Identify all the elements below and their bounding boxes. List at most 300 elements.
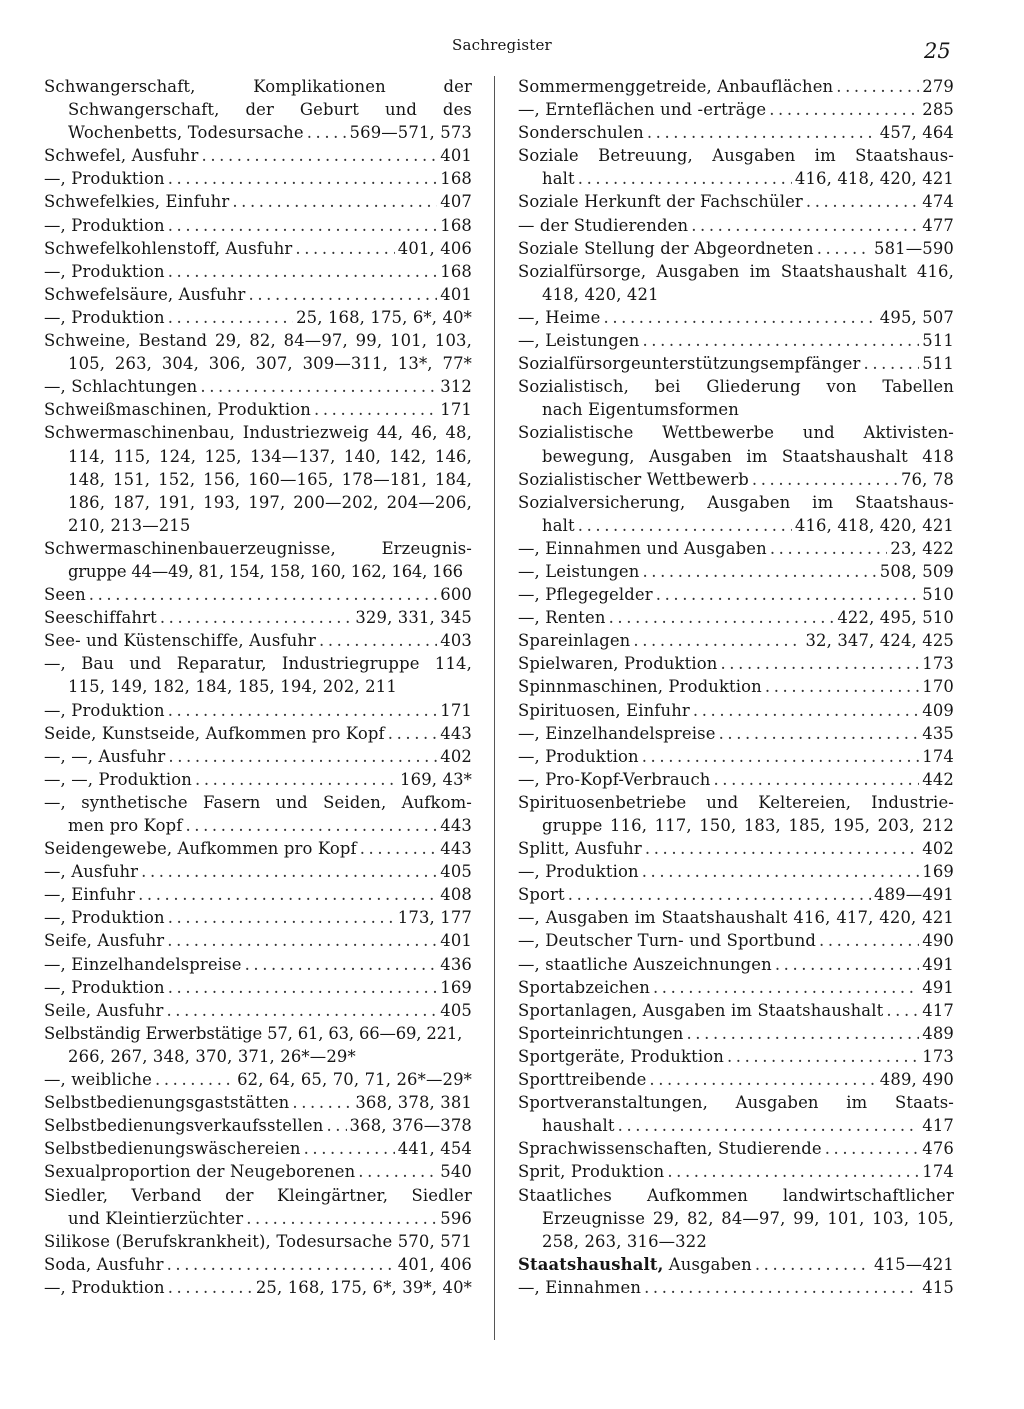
dot-leader	[167, 929, 437, 952]
page-reference: 474	[922, 192, 954, 212]
index-entry-line	[518, 1068, 954, 1091]
index-term: Sporttreibende	[518, 1070, 647, 1090]
page-reference: 569—571, 573	[349, 123, 472, 143]
index-term: Sozialistischer Wettbewerb	[518, 469, 749, 489]
page-reference: 489, 490	[879, 1070, 954, 1090]
page-reference: 457, 464	[879, 123, 954, 143]
index-entry-line	[518, 745, 954, 768]
index-entry	[44, 837, 472, 860]
index-entry-line	[518, 837, 954, 860]
index-term: —, Produktion	[44, 908, 165, 928]
dot-leader	[647, 121, 877, 144]
index-term: Seide, Kunstseide, Aufkommen pro Kopf	[44, 723, 385, 743]
index-entry	[518, 144, 954, 190]
dot-leader	[89, 583, 437, 606]
index-entry	[518, 860, 954, 883]
index-text: 105, 263, 304, 306, 307, 309—311, 13*, 77*	[68, 354, 472, 374]
dot-leader	[644, 1276, 919, 1299]
dot-leader	[167, 1253, 395, 1276]
index-entry	[44, 606, 472, 629]
index-entry-line	[44, 1045, 472, 1068]
index-term: Spinnmaschinen, Produktion	[518, 677, 762, 697]
index-entry	[518, 791, 954, 837]
index-term: —, Einnahmen und Ausgaben	[518, 538, 767, 558]
index-term: —, Einzelhandelspreise	[518, 723, 716, 743]
index-text: Schwangerschaft, der Geburt und des	[68, 100, 472, 120]
page-reference: 312	[440, 377, 472, 397]
dot-leader	[806, 190, 919, 213]
index-entry	[518, 1137, 954, 1160]
index-entry-line	[518, 352, 954, 375]
index-entry	[518, 537, 954, 560]
index-term: Sexualproportion der Neugeborenen	[44, 1162, 356, 1182]
index-entry	[518, 745, 954, 768]
index-term: Spirituosen, Einfuhr	[518, 700, 690, 720]
page-reference: 402	[440, 746, 472, 766]
dot-leader	[314, 398, 437, 421]
page-reference: 401	[440, 146, 472, 166]
page-reference: 401, 406	[397, 1254, 472, 1274]
index-term: —, Leistungen	[518, 331, 640, 351]
page-reference: 169, 43*	[400, 769, 472, 789]
index-entry-line	[44, 329, 472, 352]
index-term: —, staatliche Auszeichnungen	[518, 954, 772, 974]
index-entry-line	[44, 606, 472, 629]
index-entry-line	[518, 906, 954, 929]
index-entry-line	[44, 190, 472, 213]
page-reference: 329, 331, 345	[355, 608, 472, 628]
index-entry	[44, 329, 472, 375]
index-entry-line	[44, 468, 472, 491]
index-entry-line	[518, 214, 954, 237]
index-entry-line	[44, 1276, 472, 1299]
index-term: —, Ernteflächen und -erträge	[518, 100, 767, 120]
index-text: Sportveranstaltungen, Ausgaben im Staats-	[518, 1093, 954, 1113]
dot-leader	[138, 883, 437, 906]
index-text: gruppe 44—49, 81, 154, 158, 160, 162, 164, 166	[68, 561, 463, 581]
index-entry-line	[518, 1091, 954, 1114]
index-term: Spielwaren, Produktion	[518, 654, 718, 674]
page-reference: 443	[440, 816, 472, 835]
dot-leader	[693, 699, 919, 722]
index-entry	[518, 953, 954, 976]
index-term: —, Produktion	[44, 307, 165, 327]
index-term: —, weibliche	[44, 1070, 152, 1090]
index-entry	[518, 929, 954, 952]
dot-leader	[609, 606, 835, 629]
index-term: Spareinlagen	[518, 631, 631, 651]
index-entry	[44, 1114, 472, 1137]
index-entry-line	[518, 629, 954, 652]
index-text: Staatliches Aufkommen landwirtschaftlicher	[518, 1185, 954, 1205]
index-entry	[518, 999, 954, 1022]
index-entry-line	[518, 283, 954, 306]
dot-leader	[232, 190, 437, 213]
dot-leader	[727, 1045, 919, 1068]
index-entry-line	[44, 398, 472, 421]
index-entry-line	[518, 1276, 954, 1299]
index-entry	[44, 375, 472, 398]
page-header	[0, 0, 1024, 80]
index-entry-line	[518, 421, 954, 444]
page-reference: 25, 168, 175, 6*, 40*	[296, 307, 472, 327]
index-entry	[518, 1068, 954, 1091]
index-entry	[518, 329, 954, 352]
index-text: gruppe 116, 117, 150, 183, 185, 195, 203, 212	[542, 816, 954, 835]
index-entry	[44, 214, 472, 237]
index-entry	[44, 976, 472, 999]
index-entry	[44, 283, 472, 306]
dot-leader	[200, 375, 437, 398]
index-entry	[44, 144, 472, 167]
index-entry	[44, 75, 472, 144]
page-reference: 62, 64, 65, 70, 71, 26*—29*	[237, 1070, 472, 1090]
dot-leader	[752, 468, 898, 491]
page-reference: 401	[440, 931, 472, 951]
index-term: Seidengewebe, Aufkommen pro Kopf	[44, 839, 357, 859]
index-entry-line	[44, 953, 472, 976]
index-text: Silikose (Berufskrankheit), Todesursache 570, 571	[44, 1231, 472, 1251]
index-entry	[518, 699, 954, 722]
index-entry-line	[518, 652, 954, 675]
page-reference: 415	[922, 1277, 954, 1297]
index-term-bold: Staatshaushalt,	[518, 1254, 664, 1274]
index-entry-line	[44, 445, 472, 468]
index-entry	[518, 1184, 954, 1253]
index-text: Erzeugnisse 29, 82, 84—97, 99, 101, 103, 105,	[542, 1208, 954, 1228]
index-entry-line	[44, 214, 472, 237]
index-entry-line	[44, 976, 472, 999]
index-term: Seife, Ausfuhr	[44, 931, 165, 951]
page-reference: 170	[922, 677, 954, 697]
page-reference: 173	[922, 654, 954, 674]
dot-leader	[168, 1276, 253, 1299]
index-entry-line	[518, 953, 954, 976]
index-term: —, Ausfuhr	[44, 862, 139, 882]
page-reference: 171	[440, 400, 472, 420]
index-entry-line	[518, 190, 954, 213]
index-entry	[518, 352, 954, 375]
index-term: Schwefel, Ausfuhr	[44, 146, 199, 166]
index-entry	[518, 560, 954, 583]
index-text: 115, 149, 182, 184, 185, 194, 202, 211	[68, 677, 397, 697]
index-entry	[44, 768, 472, 791]
index-term: Splitt, Ausfuhr	[518, 839, 642, 859]
index-entry	[44, 652, 472, 698]
index-text: Schwermaschinenbauerzeugnisse, Erzeugnis-	[44, 538, 472, 558]
index-entry	[44, 190, 472, 213]
index-term: —, Einnahmen	[518, 1277, 642, 1297]
index-term: Sport	[518, 885, 565, 905]
index-term: haushalt	[542, 1116, 615, 1136]
running-title: Sachregister	[452, 36, 552, 54]
index-text: 258, 263, 316—322	[542, 1231, 707, 1251]
index-term: —, Pflegegelder	[518, 585, 653, 605]
page-reference: 415—421	[873, 1254, 954, 1274]
index-term: Seeschiffahrt	[44, 608, 157, 628]
index-entry-line	[44, 745, 472, 768]
index-entry-line	[518, 468, 954, 491]
index-entry	[518, 883, 954, 906]
index-entry	[518, 906, 954, 929]
index-entry	[518, 768, 954, 791]
dot-leader	[633, 629, 802, 652]
index-entry	[44, 167, 472, 190]
page-reference: 171	[440, 700, 472, 720]
index-entry-line	[44, 260, 472, 283]
index-entry-line	[44, 237, 472, 260]
page-reference: 477	[922, 215, 954, 235]
index-entry-line	[44, 1184, 472, 1207]
page-reference: 511	[922, 354, 954, 374]
index-term: Seen	[44, 585, 86, 605]
page-reference: 442	[922, 769, 954, 789]
index-term: Selbstbedienungswäschereien	[44, 1139, 301, 1159]
page-reference: 490	[922, 931, 954, 951]
dot-leader	[825, 1137, 920, 1160]
dot-leader	[304, 1137, 395, 1160]
dot-leader	[168, 306, 293, 329]
index-entry	[44, 722, 472, 745]
dot-leader	[168, 906, 395, 929]
index-term: Soda, Ausfuhr	[44, 1254, 164, 1274]
index-entry-line	[518, 398, 954, 421]
dot-leader	[578, 167, 792, 190]
index-entry-line	[44, 98, 472, 121]
dot-leader	[326, 1114, 346, 1137]
index-term: Schwefelkohlenstoff, Ausfuhr	[44, 238, 293, 258]
index-term: —, Heime	[518, 307, 601, 327]
page-reference: 405	[440, 1000, 472, 1020]
index-entry-line	[518, 1045, 954, 1068]
dot-leader	[168, 699, 438, 722]
index-term: Schwefelkies, Einfuhr	[44, 192, 230, 212]
index-term: —, —, Ausfuhr	[44, 746, 166, 766]
index-entry-line	[44, 514, 472, 537]
index-entry	[518, 1276, 954, 1299]
page-reference: 540	[440, 1162, 472, 1182]
index-text: 114, 115, 124, 125, 134—137, 140, 142, 146,	[68, 446, 472, 466]
index-term: —, Produktion	[44, 215, 165, 235]
index-entry-line	[518, 606, 954, 629]
index-text: —, synthetische Fasern und Seiden, Aufkom-	[44, 792, 472, 812]
index-entry	[44, 260, 472, 283]
dot-leader	[720, 652, 919, 675]
index-entry-line	[44, 1091, 472, 1114]
page-reference: 402	[922, 839, 954, 859]
index-entry-line	[518, 260, 954, 283]
page-reference: 401, 406	[397, 238, 472, 258]
index-term: Schweißmaschinen, Produktion	[44, 400, 311, 420]
page-reference: 23, 422	[890, 538, 954, 558]
index-entry-line	[518, 699, 954, 722]
index-entry	[44, 999, 472, 1022]
index-term: —, Produktion	[44, 169, 165, 189]
index-term: —, Produktion	[518, 746, 639, 766]
dot-leader	[202, 144, 438, 167]
page-reference: 491	[922, 954, 954, 974]
index-entry-line	[44, 1068, 472, 1091]
index-term: Schwefelsäure, Ausfuhr	[44, 284, 246, 304]
page-reference: 173	[922, 1046, 954, 1066]
index-entry	[44, 929, 472, 952]
index-term: —, Produktion	[44, 261, 165, 281]
index-entry-line	[518, 560, 954, 583]
index-entry-line	[518, 144, 954, 167]
page-reference: 173, 177	[397, 908, 472, 928]
index-entry-line	[518, 1160, 954, 1183]
index-term: halt	[542, 515, 575, 535]
index-entry-line	[518, 121, 954, 144]
index-entry	[44, 1137, 472, 1160]
page-reference: 416, 418, 420, 421	[794, 515, 954, 535]
index-entry-line	[44, 999, 472, 1022]
index-entry	[518, 260, 954, 306]
dot-leader	[653, 976, 919, 999]
index-entry-line	[518, 1184, 954, 1207]
index-entry-line	[518, 1230, 954, 1253]
index-entry	[44, 1184, 472, 1230]
index-text: Selbständig Erwerbstätige 57, 61, 63, 66—69, 221,	[44, 1023, 463, 1043]
page-reference: 489—491	[873, 885, 954, 905]
index-entry	[44, 699, 472, 722]
index-entry	[44, 629, 472, 652]
index-entry-line	[518, 722, 954, 745]
dot-leader	[819, 929, 919, 952]
index-entry-line	[44, 883, 472, 906]
dot-leader	[307, 121, 347, 144]
index-term: halt	[542, 169, 575, 189]
dot-leader	[246, 1207, 437, 1230]
index-text: 266, 267, 348, 370, 371, 26*—29*	[68, 1046, 356, 1066]
index-term: —, Schlachtungen	[44, 377, 198, 397]
page-reference: 368, 376—378	[349, 1116, 472, 1136]
index-term: Seile, Ausfuhr	[44, 1000, 164, 1020]
index-entry	[518, 375, 954, 421]
index-entry	[518, 214, 954, 237]
dot-leader	[245, 953, 438, 976]
index-entry-line	[518, 537, 954, 560]
index-entry-line	[518, 514, 954, 537]
index-entry	[518, 1253, 954, 1276]
index-entry-line	[518, 860, 954, 883]
index-text: 418, 420, 421	[542, 284, 659, 304]
dot-leader	[568, 883, 871, 906]
index-term: —, Produktion	[518, 862, 639, 882]
index-text: 148, 151, 152, 156, 160—165, 178—181, 184,	[68, 469, 472, 489]
index-term: Selbstbedienungsverkaufsstellen	[44, 1116, 324, 1136]
index-entry-line	[518, 976, 954, 999]
index-entry-line	[518, 237, 954, 260]
index-term: —, Produktion	[44, 1277, 165, 1297]
index-text: 186, 187, 191, 193, 197, 200—202, 204—206,	[68, 492, 472, 512]
index-entry-line	[44, 491, 472, 514]
page-reference: 32, 347, 424, 425	[805, 631, 954, 651]
page-reference: 581—590	[873, 238, 954, 258]
dot-leader	[769, 98, 919, 121]
page-reference: 417	[922, 1116, 954, 1136]
dot-leader	[775, 953, 919, 976]
index-term: —, Einfuhr	[44, 885, 136, 905]
index-text: 210, 213—215	[68, 515, 191, 535]
index-text: Sozialversicherung, Ausgaben im Staatshaus-	[518, 492, 954, 512]
index-text: Spirituosenbetriebe und Keltereien, Industrie-	[518, 792, 954, 812]
index-entry	[518, 468, 954, 491]
index-entry	[518, 1160, 954, 1183]
index-entry-line	[44, 306, 472, 329]
index-term: Sportanlagen, Ausgaben im Staatshaushalt	[518, 1000, 884, 1020]
index-entry	[518, 722, 954, 745]
index-term: —, —, Produktion	[44, 769, 192, 789]
index-text: —, Ausgaben im Staatshaushalt 416, 417, 420, 421	[518, 908, 954, 928]
index-entry	[44, 1230, 472, 1253]
dot-leader	[292, 1091, 352, 1114]
index-term: Sprachwissenschaften, Studierende	[518, 1139, 822, 1159]
index-entry	[518, 606, 954, 629]
index-entry-line	[518, 883, 954, 906]
page-reference: 491	[922, 977, 954, 997]
index-entry	[518, 98, 954, 121]
index-term: Sportgeräte, Produktion	[518, 1046, 724, 1066]
page-reference: 168	[440, 169, 472, 189]
index-entry	[518, 1045, 954, 1068]
index-entry-line	[44, 1207, 472, 1230]
index-entry-line	[518, 929, 954, 952]
page-reference: 285	[922, 100, 954, 120]
index-entry-line	[44, 906, 472, 929]
index-entry-line	[44, 167, 472, 190]
index-term: Sonderschulen	[518, 123, 644, 143]
index-term: Wochenbetts, Todesursache	[68, 123, 304, 143]
page-reference: 443	[440, 839, 472, 859]
index-column-left	[44, 75, 472, 1299]
page-reference: 416, 418, 420, 421	[794, 169, 954, 189]
index-entry	[518, 1022, 954, 1045]
dot-leader	[168, 214, 438, 237]
index-term: —, Renten	[518, 608, 606, 628]
index-entry	[44, 745, 472, 768]
index-entry	[44, 421, 472, 536]
index-entry-line	[518, 583, 954, 606]
index-entry-line	[518, 1207, 954, 1230]
index-entry-line	[44, 929, 472, 952]
dot-leader	[817, 237, 871, 260]
index-entry-line	[44, 75, 472, 98]
page-reference: 405	[440, 862, 472, 882]
dot-leader	[765, 675, 919, 698]
dot-leader	[168, 167, 438, 190]
dot-leader	[755, 1253, 871, 1276]
index-entry	[518, 629, 954, 652]
index-entry-line	[518, 814, 954, 837]
dot-leader	[886, 999, 919, 1022]
index-entry-line	[44, 629, 472, 652]
dot-leader	[719, 722, 920, 745]
page-reference: 168	[440, 215, 472, 235]
index-entry-line	[44, 375, 472, 398]
index-entry	[518, 976, 954, 999]
index-term: See- und Küstenschiffe, Ausfuhr	[44, 631, 316, 651]
index-entry-line	[44, 352, 472, 375]
dot-leader	[642, 860, 920, 883]
index-entry	[518, 675, 954, 698]
index-entry-line	[44, 652, 472, 675]
index-entry-line	[44, 421, 472, 444]
index-term: Sporteinrichtungen	[518, 1023, 684, 1043]
page-reference: 436	[440, 954, 472, 974]
page-reference: 76, 78	[900, 469, 954, 489]
dot-leader	[185, 814, 437, 837]
